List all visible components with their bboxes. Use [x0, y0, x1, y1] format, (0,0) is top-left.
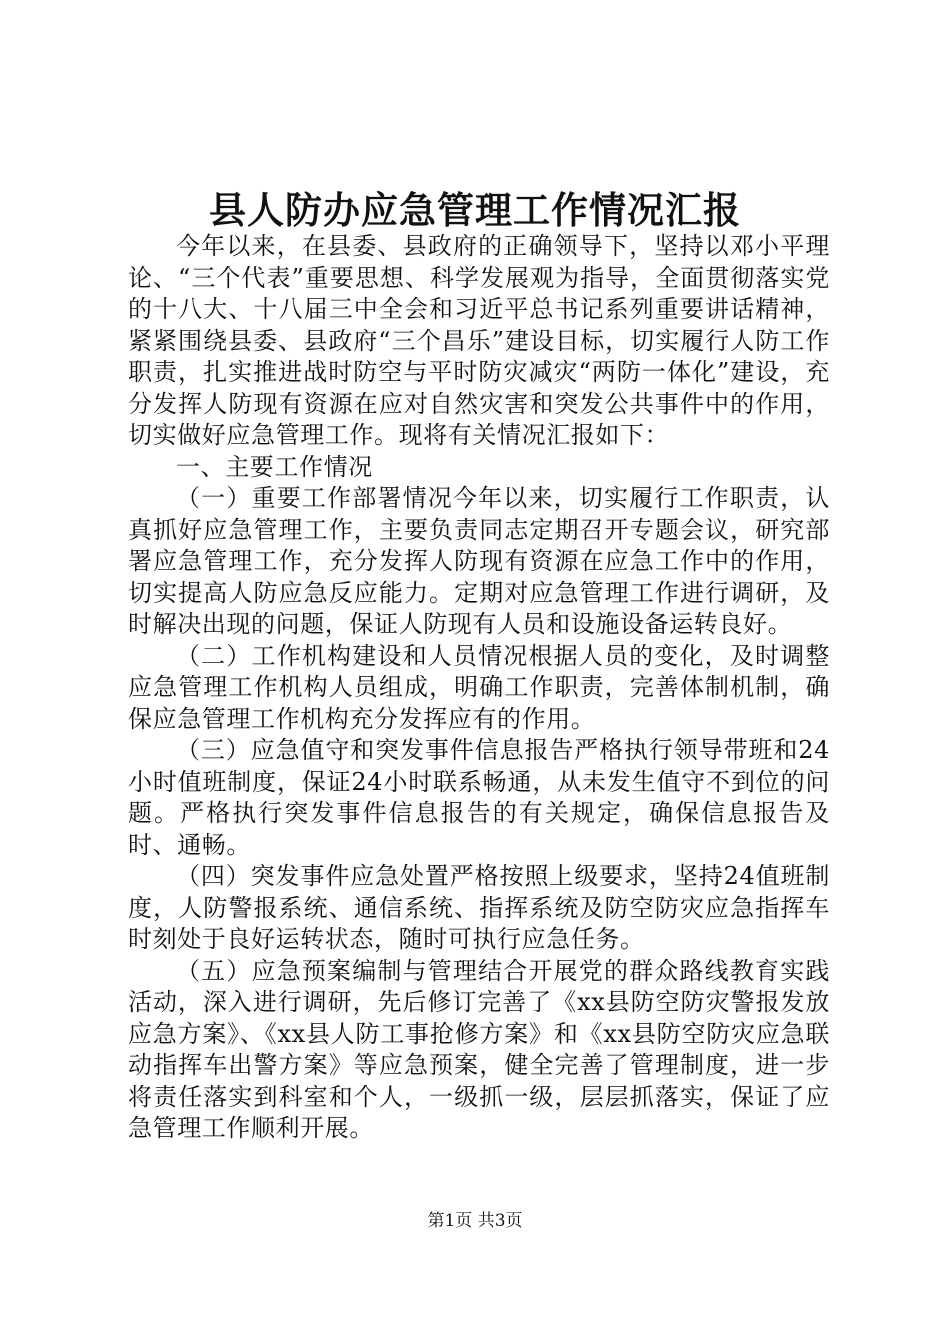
paragraph-1: （一）重要工作部署情况今年以来，切实履行工作职责，认真抓好应急管理工作，主要负责同志定期召开专题会议，研究部署应急管理工作，充分发挥人防现有资源在应急工作中的作用，切实提高人防应急反应能力。定期对应急管理工作进行调研，及时解决出现的问题，保证人防现有人员和设施设备运转良好。 — [128, 484, 830, 638]
document-body — [128, 231, 830, 1145]
section-heading: 一、主要工作情况 — [176, 452, 373, 481]
paragraph-3: （三）应急值守和突发事件信息报告严格执行领导带班和24小时值班制度，保证24小时联系畅通，从未发生值守不到位的问题。严格执行突发事件信息报告的有关规定，确保信息报告及时、通畅。 — [128, 736, 830, 859]
paragraph-5: （五）应急预案编制与管理结合开展党的群众路线教育实践活动，深入进行调研，先后修订完善了《xx县防空防灾警报发放应急方案》、《xx县人防工事抢修方案》和《xx县防空防灾应急联动指挥车出警方案》等应急预案，健全完善了管理制度，进一步将责任落实到科室和个人，一级抓一级，层层抓落实，保证了应急管理工作顺利开展。 — [128, 956, 830, 1142]
paragraph-2: （二）工作机构建设和人员情况根据人员的变化，及时调整应急管理工作机构人员组成，明确工作职责，完善体制机制，确保应急管理工作机构充分发挥应有的作用。 — [128, 641, 830, 733]
paragraph-4: （四）突发事件应急处置严格按照上级要求，坚持24值班制度，人防警报系统、通信系统、指挥系统及防空防灾应急指挥车时刻处于良好运转状态，随时可执行应急任务。 — [128, 862, 830, 953]
page-footer: 第1页 共3页 — [427, 1211, 523, 1231]
document-title: 县人防办应急管理工作情况汇报 — [209, 188, 741, 232]
intro-paragraph: 今年以来，在县委、县政府的正确领导下，坚持以邓小平理论、“三个代表”重要思想、科学发展观为指导，全面贯彻落实党的十八大、十八届三中全会和习近平总书记系列重要讲话精神，紧紧围绕县委、县政府“三个昌乐”建设目标，切实履行人防工作职责，扎实推进战时防空与平时防灾减灾“两防一体化”建设，充分发挥人防现有资源在应对自然灾害和突发公共事件中的作用，切实做好应急管理工作。现将有关情况汇报如下： — [128, 232, 830, 449]
